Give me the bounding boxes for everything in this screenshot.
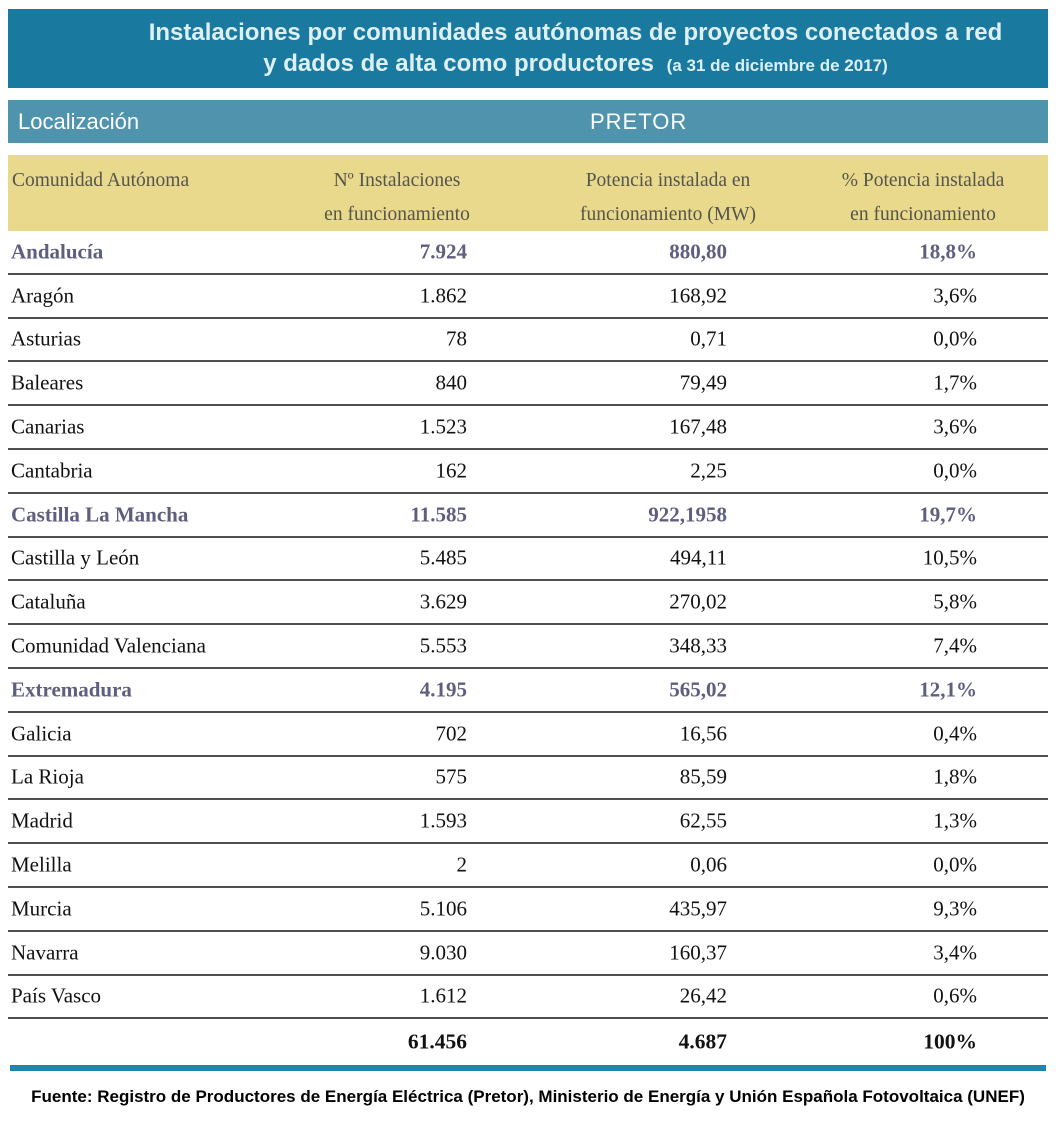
table-row xyxy=(8,713,1048,757)
power-value: 348,33 xyxy=(669,633,727,658)
power-value: 79,49 xyxy=(679,370,727,395)
power-value: 0,06 xyxy=(690,852,727,877)
installations-value: 840 xyxy=(435,370,467,395)
installations-value: 4.195 xyxy=(419,677,467,702)
percent-value: 3,6% xyxy=(933,283,977,308)
community-name: Andalucía xyxy=(11,239,104,264)
power-value: 880,80 xyxy=(669,239,727,264)
table-body xyxy=(8,231,1048,1019)
installations-value: 11.585 xyxy=(410,502,467,527)
power-value: 565,02 xyxy=(669,677,727,702)
power-value: 160,37 xyxy=(669,940,727,965)
community-name: Galicia xyxy=(11,721,72,746)
community-name: Canarias xyxy=(11,414,85,439)
community-name: Melilla xyxy=(11,852,72,877)
percent-value: 0,0% xyxy=(933,458,977,483)
percent-value: 3,6% xyxy=(933,414,977,439)
percent-value: 0,0% xyxy=(933,326,977,351)
power-value: 62,55 xyxy=(679,808,727,833)
total-installations: 61.456 xyxy=(407,1029,467,1054)
table-row xyxy=(8,581,1048,625)
report-figure xyxy=(8,9,1048,1107)
title-banner xyxy=(8,9,1048,88)
community-name: País Vasco xyxy=(11,983,102,1008)
community-name: Murcia xyxy=(11,896,72,921)
community-name: Comunidad Valenciana xyxy=(11,633,206,658)
installations-value: 702 xyxy=(435,721,467,746)
power-value: 16,56 xyxy=(679,721,727,746)
table-total-section xyxy=(8,1019,1048,1065)
power-value: 494,11 xyxy=(670,545,727,570)
percent-value: 0,4% xyxy=(933,721,977,746)
percent-value: 10,5% xyxy=(922,545,977,570)
source-note: Fuente: Registro de Productores de Energía Eléctrica (Pretor), Ministerio de Energía y Unión Española Fotovoltaica (UNEF) xyxy=(31,1087,1025,1107)
percent-value: 18,8% xyxy=(919,239,977,264)
title-line1: Instalaciones por comunidades autónomas de proyectos conectados a red xyxy=(148,18,1003,46)
column-header-comunidad: Comunidad Autónoma xyxy=(12,170,190,191)
community-name: Extremadura xyxy=(11,677,132,702)
power-value: 26,42 xyxy=(679,983,727,1008)
installations-value: 162 xyxy=(435,458,467,483)
power-value: 167,48 xyxy=(669,414,727,439)
power-value: 0,71 xyxy=(690,326,727,351)
community-name: Cataluña xyxy=(11,589,86,614)
installations-value: 1.862 xyxy=(419,283,467,308)
installations-value: 1.523 xyxy=(419,414,467,439)
table-header xyxy=(8,155,1048,231)
pretor-label: PRETOR xyxy=(590,108,688,134)
percent-value: 1,8% xyxy=(933,764,977,789)
community-name: Cantabria xyxy=(11,458,93,483)
community-name: Madrid xyxy=(11,808,73,833)
title-line2 xyxy=(263,48,888,81)
column-header-porcentaje: % Potencia instalada en funcionamiento xyxy=(841,170,1005,225)
community-name: Baleares xyxy=(11,370,84,395)
percent-value: 12,1% xyxy=(919,677,977,702)
table-row xyxy=(8,538,1048,582)
table-row xyxy=(8,844,1048,888)
total-power: 4.687 xyxy=(678,1029,727,1054)
percent-value: 3,4% xyxy=(933,940,977,965)
percent-value: 1,7% xyxy=(933,370,977,395)
percent-value: 0,6% xyxy=(933,983,977,1008)
percent-value: 1,3% xyxy=(933,808,977,833)
table-row xyxy=(8,494,1048,538)
installations-value: 78 xyxy=(446,326,467,351)
community-name: Navarra xyxy=(11,940,79,965)
power-value: 85,59 xyxy=(679,764,727,789)
table-row xyxy=(8,406,1048,450)
power-value: 168,92 xyxy=(669,283,727,308)
community-name: Aragón xyxy=(11,283,74,308)
total-percent: 100% xyxy=(923,1029,977,1054)
percent-value: 9,3% xyxy=(933,896,977,921)
table-row xyxy=(8,319,1048,363)
power-value: 270,02 xyxy=(669,589,727,614)
installations-value: 5.485 xyxy=(419,545,467,570)
installations-value: 575 xyxy=(435,764,467,789)
installations-value: 7.924 xyxy=(419,239,467,264)
bottom-rule xyxy=(10,1065,1046,1071)
power-value: 435,97 xyxy=(669,896,727,921)
installations-value: 3.629 xyxy=(419,589,467,614)
installations-value: 1.593 xyxy=(419,808,467,833)
installations-value: 5.106 xyxy=(419,896,467,921)
percent-value: 5,8% xyxy=(933,589,977,614)
percent-value: 19,7% xyxy=(919,502,977,527)
installations-value: 1.612 xyxy=(419,983,467,1008)
community-name: Castilla y León xyxy=(11,545,140,570)
table-row xyxy=(8,669,1048,713)
installations-value: 2 xyxy=(456,852,467,877)
localizacion-label: Localización xyxy=(18,108,140,134)
table-row xyxy=(8,231,1048,275)
percent-value: 7,4% xyxy=(933,633,977,658)
table-row xyxy=(8,275,1048,319)
percent-value: 0,0% xyxy=(933,852,977,877)
installations-value: 9.030 xyxy=(419,940,467,965)
community-name: Asturias xyxy=(11,326,81,351)
table-row xyxy=(8,625,1048,669)
table-row xyxy=(8,976,1048,1020)
total-row xyxy=(8,1019,1048,1065)
table-row xyxy=(8,757,1048,801)
installations-value: 5.553 xyxy=(419,633,467,658)
power-value: 922,1958 xyxy=(648,502,727,527)
community-name: La Rioja xyxy=(11,764,84,789)
power-value: 2,25 xyxy=(690,458,727,483)
table-row xyxy=(8,450,1048,494)
column-header-instalaciones: Nº Instalaciones en funcionamiento xyxy=(324,170,470,225)
table-row xyxy=(8,888,1048,932)
column-header-potencia: Potencia instalada en funcionamiento (MW) xyxy=(580,170,756,225)
table-row xyxy=(8,932,1048,976)
title-date-note: (a 31 de diciembre de 2017) xyxy=(666,55,888,75)
title-line2-text: y dados de alta como productores xyxy=(263,49,654,77)
table-row xyxy=(8,800,1048,844)
subheader-bar xyxy=(8,100,1048,143)
community-name: Castilla La Mancha xyxy=(11,502,189,527)
table-row xyxy=(8,362,1048,406)
